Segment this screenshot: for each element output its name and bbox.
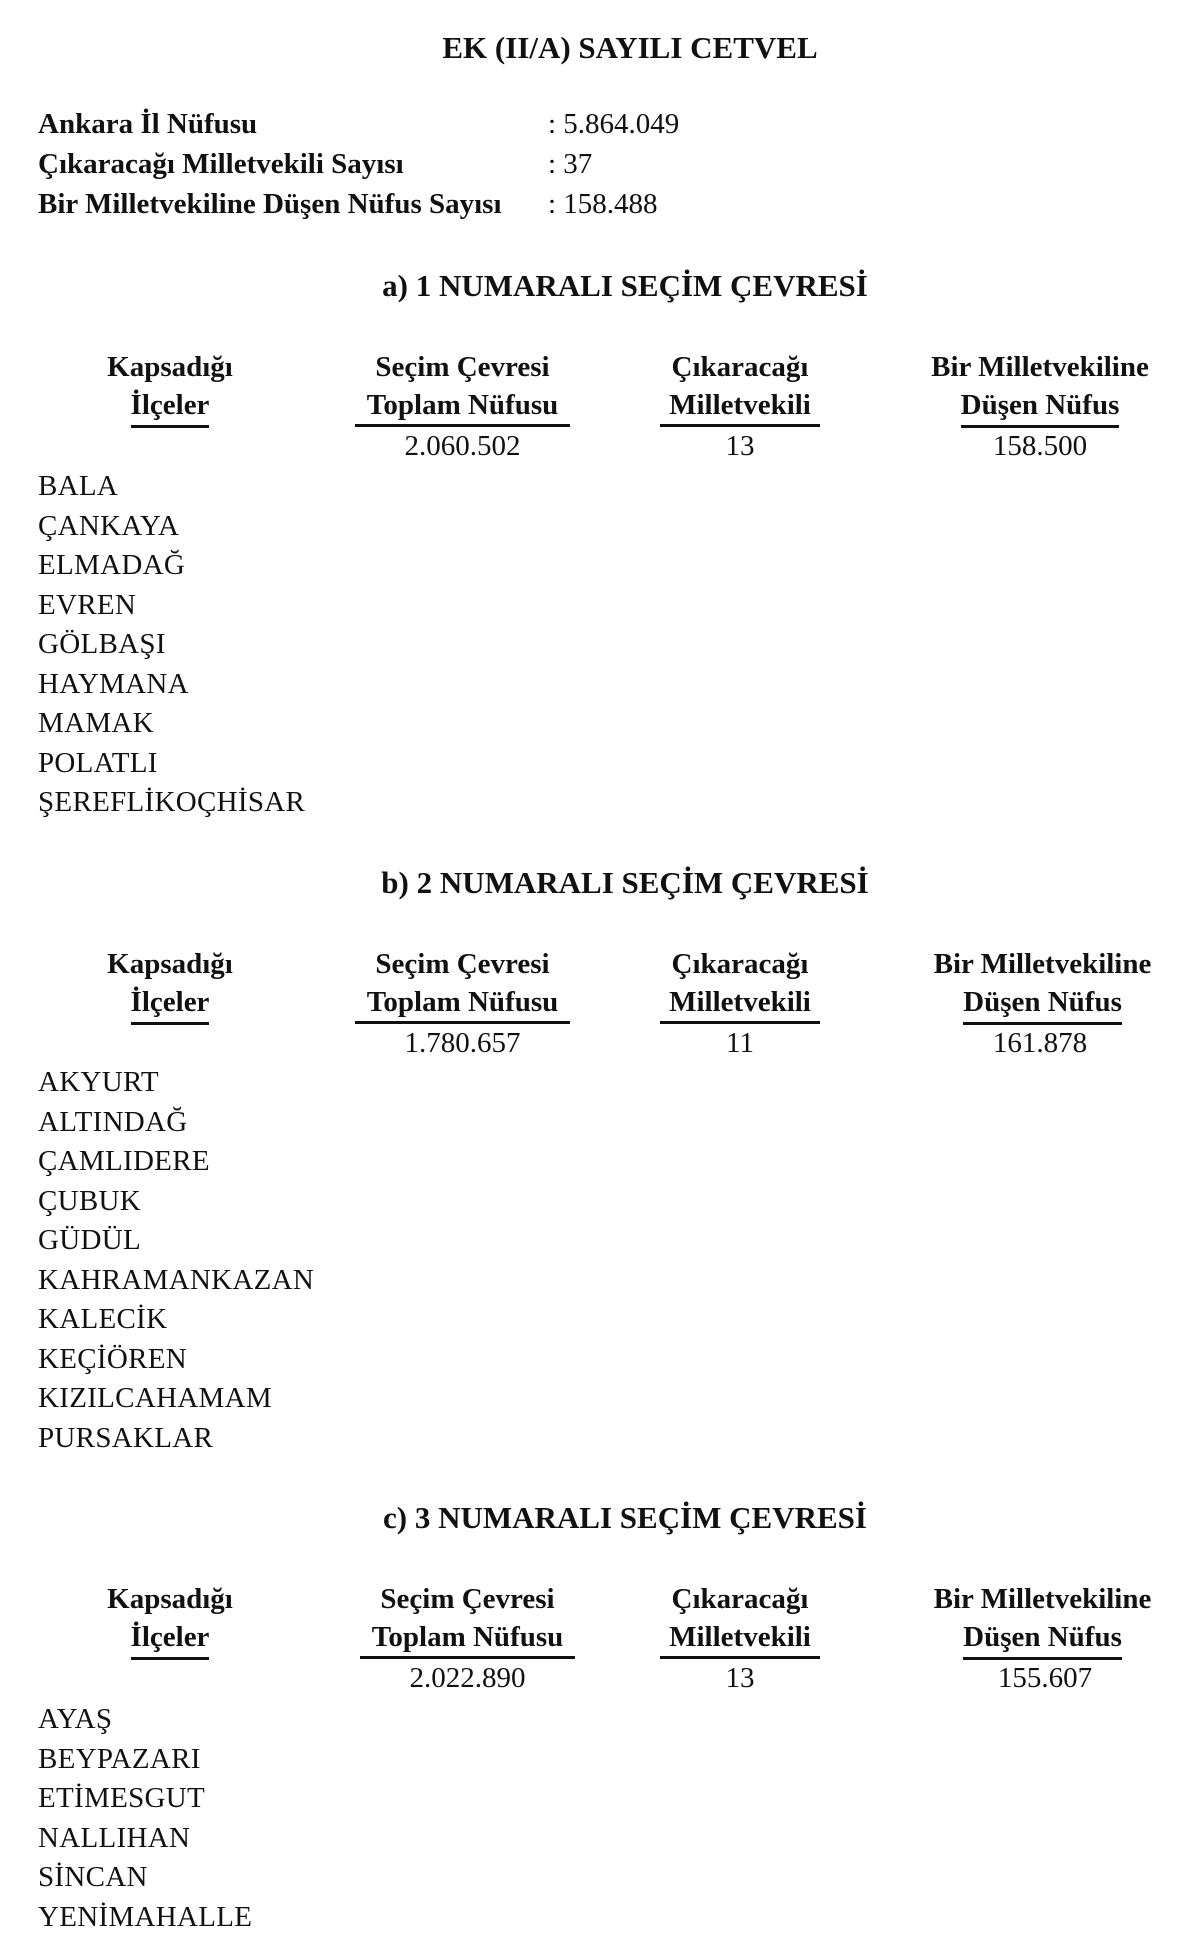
header-deputies-line2: Milletvekili [660, 386, 820, 427]
header-per-deputy [920, 348, 1160, 428]
header-districts-line2: İlçeler [131, 983, 210, 1025]
summary-label-per-deputy: Bir Milletvekiline Düşen Nüfus Sayısı [38, 188, 502, 221]
header-deputies [660, 348, 820, 427]
population-value: 1.780.657 [355, 1024, 570, 1062]
header-districts [95, 945, 245, 1025]
header-districts [95, 348, 245, 428]
district-item: ETİMESGUT [38, 1779, 252, 1819]
header-per-deputy [920, 1580, 1165, 1660]
summary-label-population: Ankara İl Nüfusu [38, 108, 257, 141]
district-item: BALA [38, 467, 305, 507]
deputies-value: 13 [660, 427, 820, 465]
header-population-line1: Seçim Çevresi [355, 348, 570, 386]
header-population-line1: Seçim Çevresi [360, 1580, 575, 1618]
section-title-c: c) 3 NUMARALI SEÇİM ÇEVRESİ [0, 1500, 1200, 1536]
header-deputies [660, 1580, 820, 1659]
header-deputies-line1: Çıkaracağı [660, 1580, 820, 1618]
header-population [360, 1580, 575, 1659]
header-districts-line1: Kapsadığı [95, 945, 245, 983]
per-deputy-value: 158.500 [940, 427, 1140, 465]
district-item: YENİMAHALLE [38, 1898, 252, 1937]
district-item: KIZILCAHAMAM [38, 1379, 314, 1419]
district-item: ÇAMLIDERE [38, 1142, 314, 1182]
summary-value-population: : 5.864.049 [548, 108, 679, 141]
district-item: BEYPAZARI [38, 1740, 252, 1780]
district-item: HAYMANA [38, 665, 305, 705]
summary-value-per-deputy: : 158.488 [548, 188, 658, 221]
district-item: KALECİK [38, 1300, 314, 1340]
header-districts [95, 1580, 245, 1660]
header-population-line1: Seçim Çevresi [355, 945, 570, 983]
district-item: POLATLI [38, 744, 305, 784]
deputies-value: 13 [660, 1659, 820, 1697]
header-deputies-line2: Milletvekili [660, 1618, 820, 1659]
district-list-c [38, 1700, 252, 1937]
district-item: ŞEREFLİKOÇHİSAR [38, 783, 305, 823]
header-population [355, 348, 570, 427]
population-value: 2.060.502 [355, 427, 570, 465]
header-population-line2: Toplam Nüfusu [360, 1618, 575, 1659]
header-per-deputy-line1: Bir Milletvekiline [920, 945, 1165, 983]
district-item: ÇUBUK [38, 1182, 314, 1222]
header-population [355, 945, 570, 1024]
district-list-b [38, 1063, 314, 1458]
header-per-deputy-line2: Düşen Nüfus [963, 1618, 1122, 1660]
district-item: ALTINDAĞ [38, 1103, 314, 1143]
header-districts-line1: Kapsadığı [95, 1580, 245, 1618]
district-item: SİNCAN [38, 1858, 252, 1898]
district-item: GÖLBAŞI [38, 625, 305, 665]
population-value: 2.022.890 [360, 1659, 575, 1697]
header-per-deputy-line1: Bir Milletvekiline [920, 348, 1160, 386]
header-population-line2: Toplam Nüfusu [355, 983, 570, 1024]
deputies-value: 11 [660, 1024, 820, 1062]
district-list-a [38, 467, 305, 823]
district-item: ÇANKAYA [38, 507, 305, 547]
per-deputy-value: 161.878 [940, 1024, 1140, 1062]
district-item: PURSAKLAR [38, 1419, 314, 1459]
header-deputies-line2: Milletvekili [660, 983, 820, 1024]
header-deputies-line1: Çıkaracağı [660, 945, 820, 983]
document-title: EK (II/A) SAYILI CETVEL [0, 30, 1200, 66]
summary-value-deputies: : 37 [548, 148, 592, 181]
header-per-deputy-line2: Düşen Nüfus [961, 386, 1120, 428]
header-deputies-line1: Çıkaracağı [660, 348, 820, 386]
district-item: GÜDÜL [38, 1221, 314, 1261]
per-deputy-value: 155.607 [945, 1659, 1145, 1697]
header-per-deputy [920, 945, 1165, 1025]
section-title-b: b) 2 NUMARALI SEÇİM ÇEVRESİ [0, 865, 1200, 901]
district-item: AYAŞ [38, 1700, 252, 1740]
summary-label-deputies: Çıkaracağı Milletvekili Sayısı [38, 148, 404, 181]
header-population-line2: Toplam Nüfusu [355, 386, 570, 427]
header-districts-line2: İlçeler [131, 1618, 210, 1660]
header-districts-line2: İlçeler [131, 386, 210, 428]
district-item: KEÇİÖREN [38, 1340, 314, 1380]
header-deputies [660, 945, 820, 1024]
header-districts-line1: Kapsadığı [95, 348, 245, 386]
district-item: EVREN [38, 586, 305, 626]
district-item: MAMAK [38, 704, 305, 744]
district-item: NALLIHAN [38, 1819, 252, 1859]
district-item: AKYURT [38, 1063, 314, 1103]
section-title-a: a) 1 NUMARALI SEÇİM ÇEVRESİ [0, 268, 1200, 304]
district-item: ELMADAĞ [38, 546, 305, 586]
district-item: KAHRAMANKAZAN [38, 1261, 314, 1301]
header-per-deputy-line2: Düşen Nüfus [963, 983, 1122, 1025]
header-per-deputy-line1: Bir Milletvekiline [920, 1580, 1165, 1618]
